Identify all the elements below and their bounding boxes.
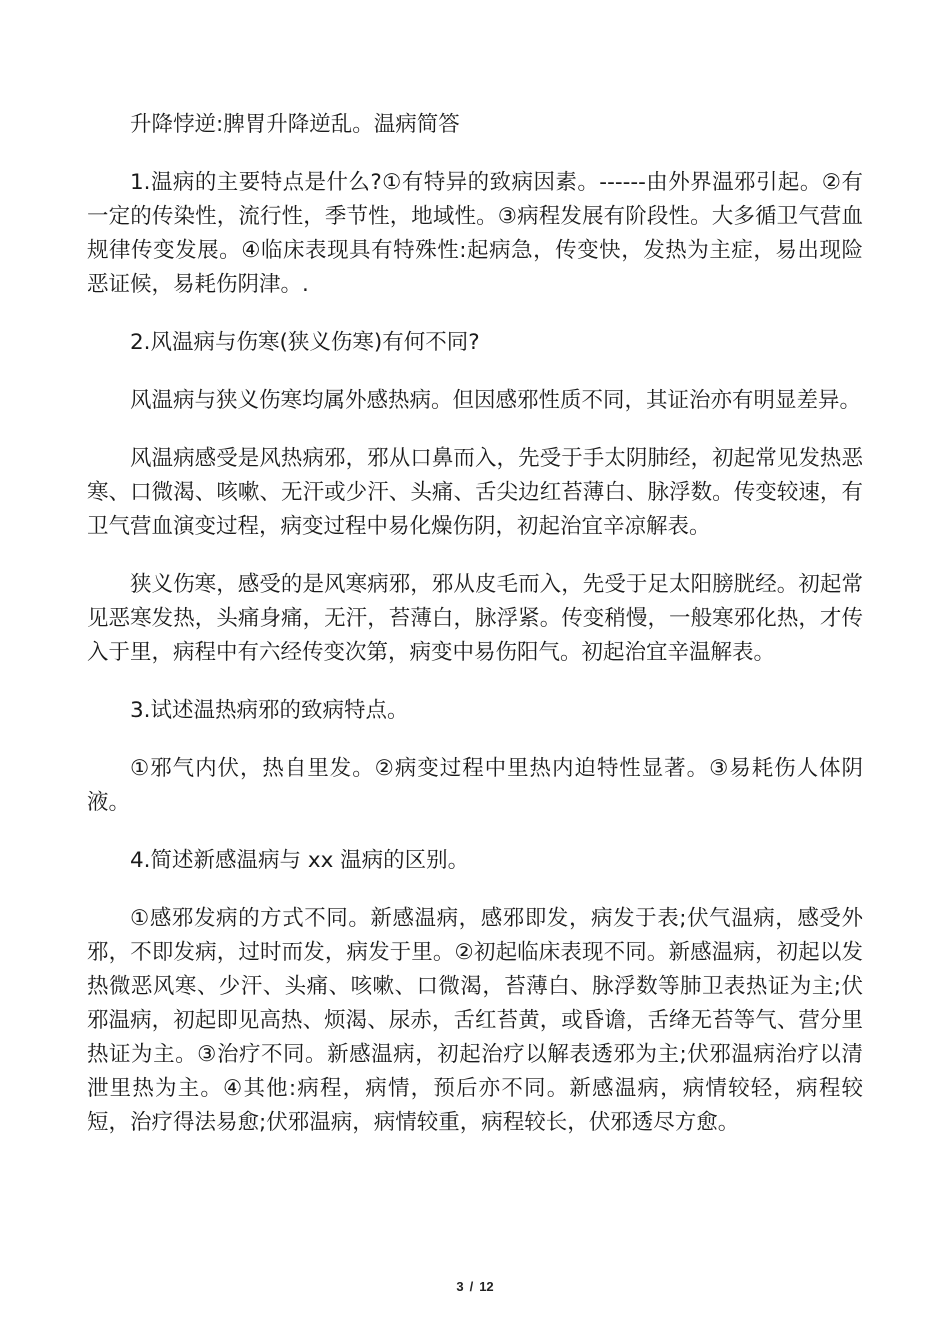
paragraph: 2.风温病与伤寒(狭义伤寒)有何不同? (130, 330, 480, 355)
paragraph: 3.试述温热病邪的致病特点。 (130, 698, 409, 723)
paragraph: 升降悖逆:脾胃升降逆乱。温病简答 (130, 112, 460, 137)
paragraph: 狭义伤寒，感受的是风寒病邪，邪从皮毛而入，先受于足太阳膀胱经。初起常见恶寒发热，头痛身痛，无汗，苔薄白，脉浮紧。传变稍慢，一般寒邪化热，才传入于里，病程中有六经传变次第，病变中易伤阳气。初起治宜辛温解表。 (87, 572, 863, 665)
page-number (0, 1279, 950, 1294)
paragraph: 风温病与狭义伤寒均属外感热病。但因感邪性质不同，其证治亦有明显差异。 (130, 388, 862, 413)
page-separator: / (469, 1279, 474, 1294)
paragraph: ①邪气内伏，热自里发。②病变过程中里热内迫特性显著。③易耗伤人体阴液。 (87, 756, 863, 815)
paragraph: ①感邪发病的方式不同。新感温病，感邪即发，病发于表;伏气温病，感受外邪，不即发病，过时而发，病发于里。②初起临床表现不同。新感温病，初起以发热微恶风寒、少汗、头痛、咳嗽、口微渴，苔薄白、脉浮数等肺卫表热证为主;伏邪温病，初起即见高热、烦渴、尿赤，舌红苔黄，或昏谵，舌绛无苔等气、营分里热证为主。③治疗不同。新感温病，初起治疗以解表透邪为主;伏邪温病治疗以清泄里热为主。④其他:病程，病情，预后亦不同。新感温病，病情较轻，病程较短，治疗得法易愈;伏邪温病，病情较重，病程较长，伏邪透尽方愈。 (87, 906, 863, 1135)
paragraph: 1.温病的主要特点是什么?①有特异的致病因素。------由外界温邪引起。②有一定的传染性，流行性，季节性，地域性。③病程发展有阶段性。大多循卫气营血规律传变发展。④临床表现具有特殊性:起病急，传变快，发热为主症，易出现险恶证候，易耗伤阴津。. (87, 170, 863, 297)
document-body (87, 108, 863, 1164)
paragraph: 4.简述新感温病与 xx 温病的区别。 (130, 848, 470, 873)
paragraph: 风温病感受是风热病邪，邪从口鼻而入，先受于手太阴肺经，初起常见发热恶寒、口微渴、咳嗽、无汗或少汗、头痛、舌尖边红苔薄白、脉浮数。传变较速，有卫气营血演变过程，病变过程中易化燥伤阴，初起治宜辛凉解表。 (87, 446, 863, 539)
current-page: 3 (456, 1279, 464, 1294)
total-pages: 12 (479, 1279, 494, 1294)
